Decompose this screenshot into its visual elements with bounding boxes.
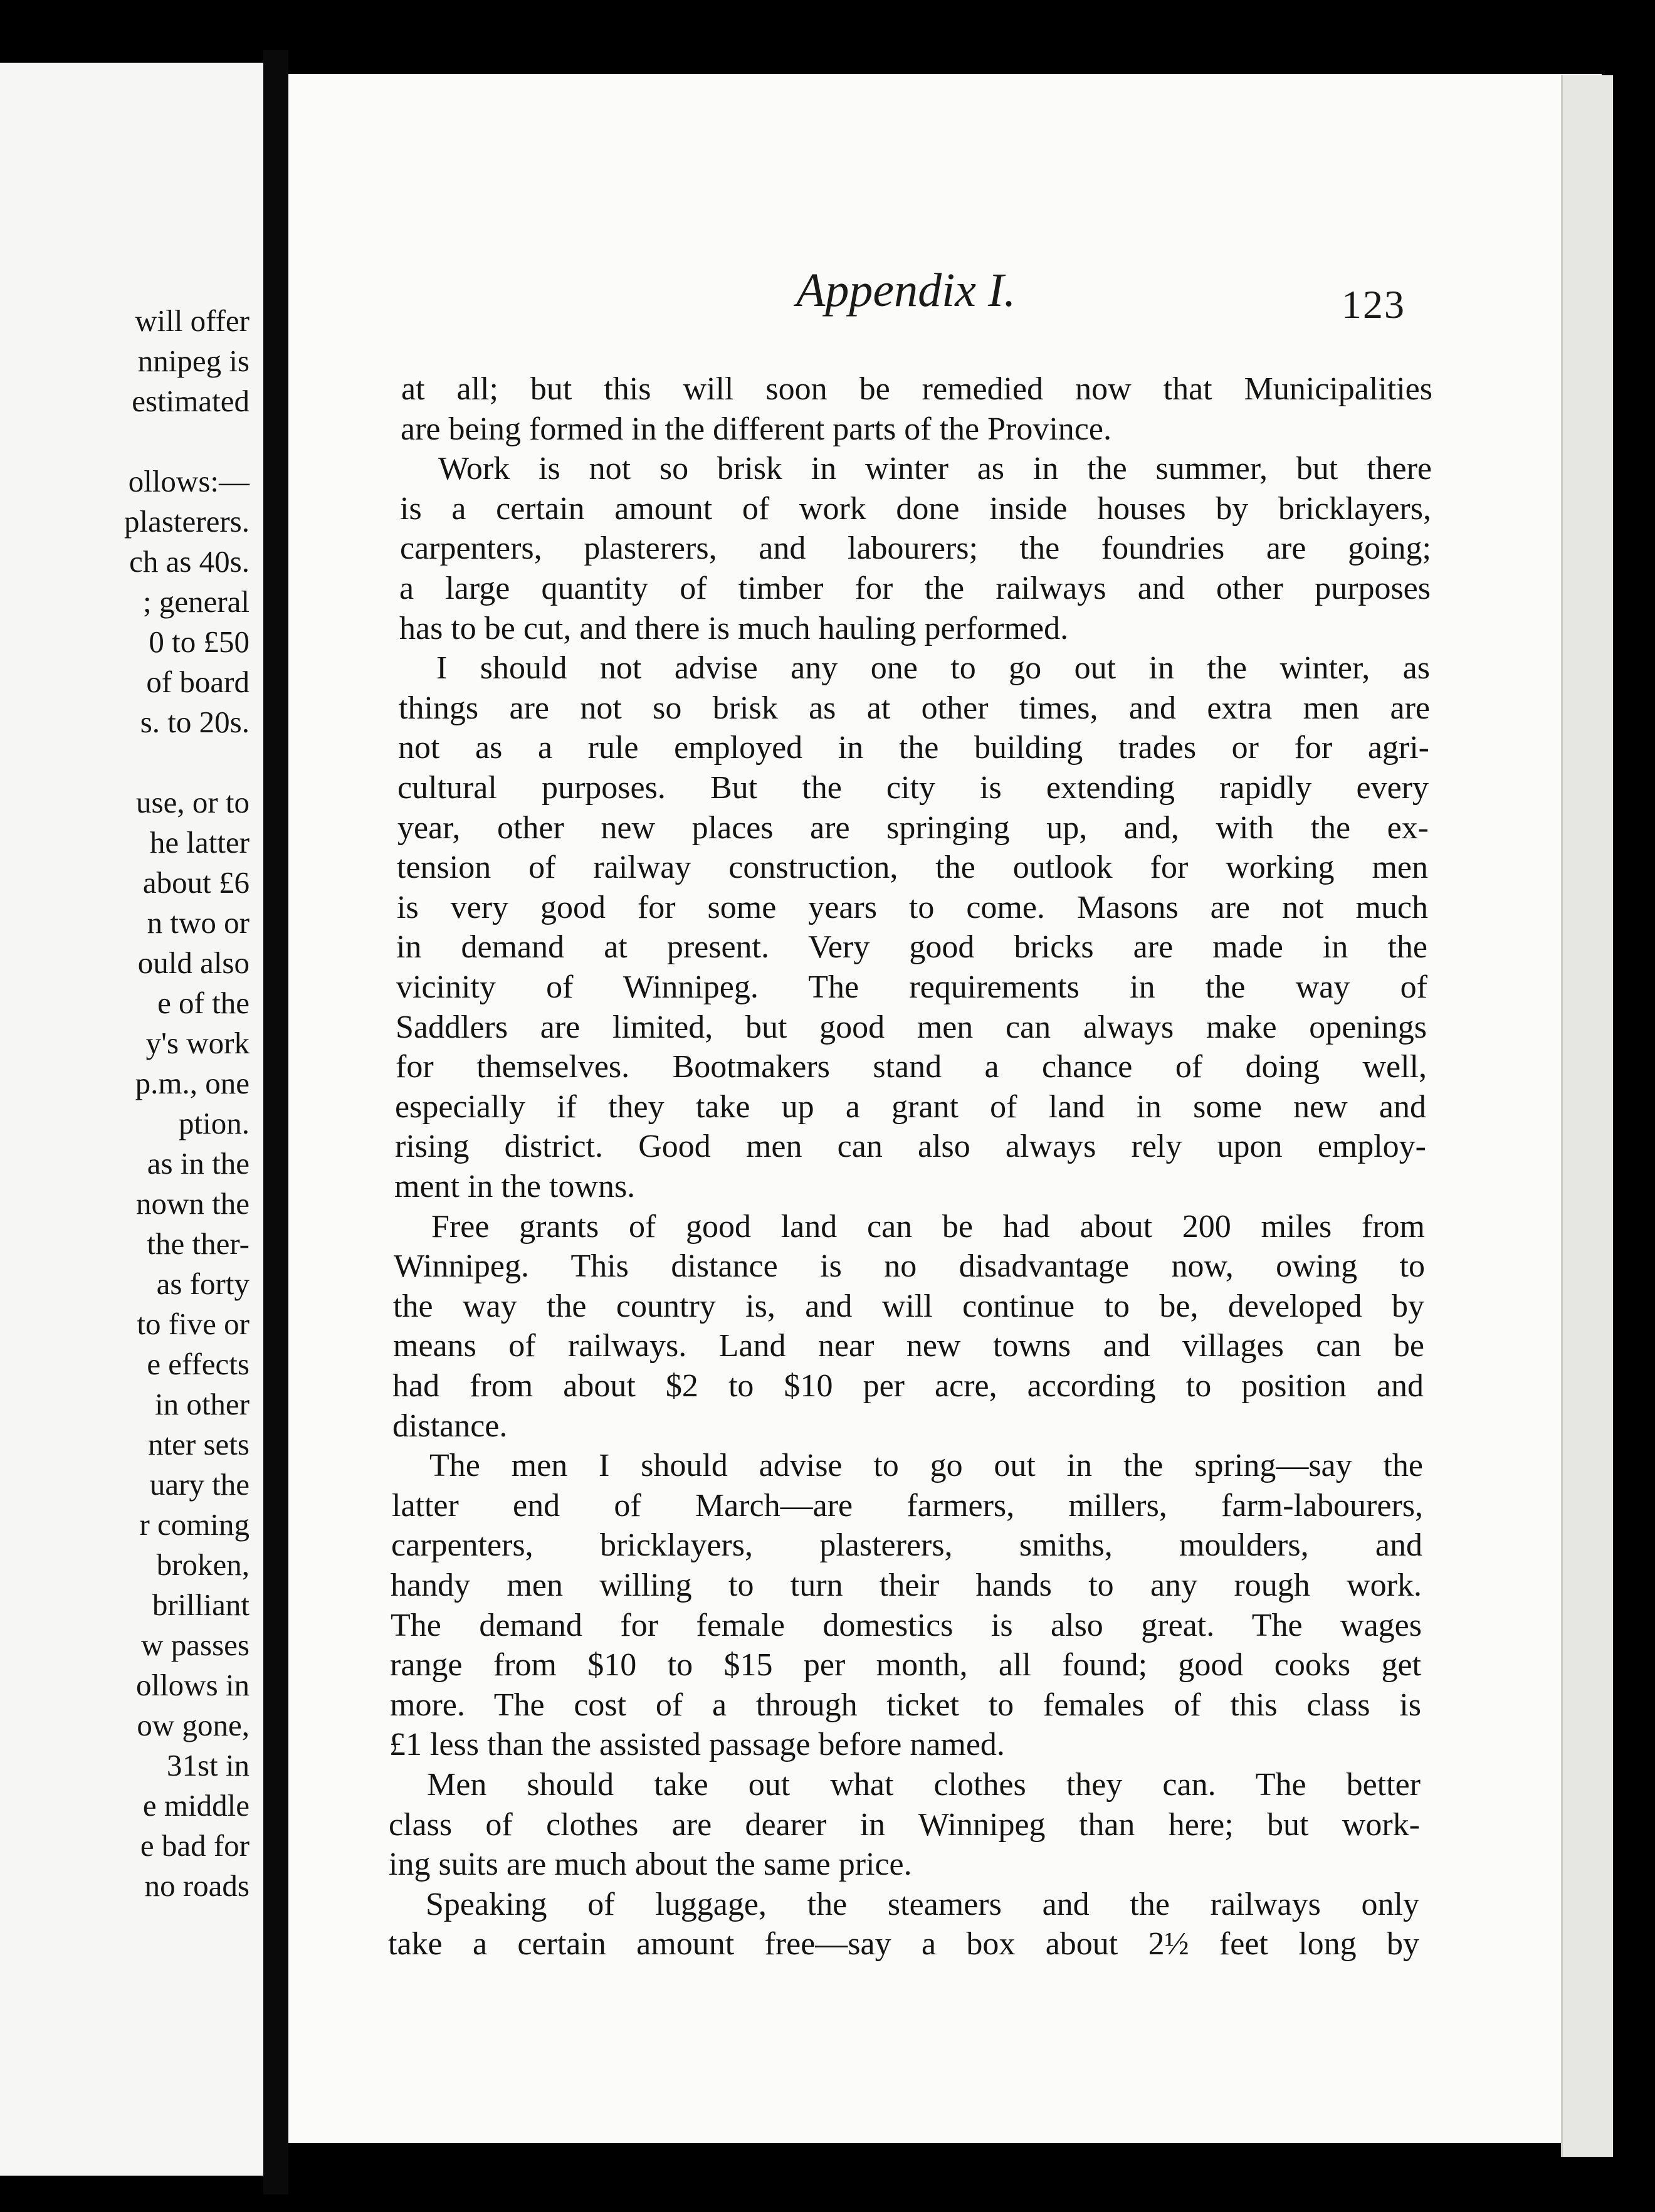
left-page-line: n two or	[147, 905, 250, 940]
body-line: means of railways. Land near new towns and villages can be	[393, 1328, 1424, 1364]
body-line: cultural purposes. But the city is extending rapidly every	[397, 770, 1429, 806]
left-page-line: will offer	[135, 303, 250, 338]
body-line: carpenters, bricklayers, plasterers, smiths, moulders, and	[391, 1527, 1422, 1563]
left-page-line: ollows:—	[128, 464, 250, 498]
body-line: are being formed in the different parts of the Province.	[401, 411, 1111, 447]
body-line: The men I should advise to go out in the spring—say the	[429, 1448, 1423, 1483]
left-page-line: of board	[146, 665, 250, 699]
body-line: distance.	[392, 1408, 508, 1444]
book-gutter	[263, 50, 288, 2194]
left-page-line: ption.	[179, 1106, 250, 1140]
left-page-line: e of the	[157, 986, 250, 1020]
body-line: class of clothes are dearer in Winnipeg than here; but work-	[389, 1807, 1420, 1843]
body-line: in demand at present. Very good bricks are made in the	[396, 929, 1427, 965]
body-line: ing suits are much about the same price.	[389, 1846, 912, 1882]
left-page-line: plasterers.	[124, 504, 250, 539]
body-line: take a certain amount free—say a box about 2½ feet long by	[388, 1926, 1419, 1962]
body-line: vicinity of Winnipeg. The requirements in the way of	[396, 969, 1427, 1005]
body-line: range from $10 to $15 per month, all found; good cooks get	[390, 1647, 1421, 1683]
body-line: more. The cost of a through ticket to females of this class is	[390, 1687, 1421, 1723]
body-line: latter end of March—are farmers, millers, farm-labourers,	[392, 1488, 1423, 1524]
body-line: handy men willing to turn their hands to any rough work.	[391, 1567, 1422, 1603]
left-page-line: as in the	[147, 1146, 250, 1181]
body-line: for themselves. Bootmakers stand a chance of doing well,	[396, 1049, 1427, 1085]
body-line: year, other new places are springing up, and, with the ex-	[397, 810, 1429, 846]
page-number: 123	[1342, 282, 1405, 327]
left-page-line: brilliant	[152, 1588, 250, 1622]
left-page-line: nnipeg is	[137, 344, 250, 378]
left-page-line: in other	[154, 1387, 250, 1421]
body-line: Speaking of luggage, the steamers and the railways only	[426, 1887, 1419, 1922]
body-line: is a certain amount of work done inside houses by bricklayers,	[400, 491, 1431, 527]
previous-page-fragment	[0, 63, 263, 2176]
body-line: has to be cut, and there is much hauling performed.	[399, 611, 1069, 646]
left-page-line: nter sets	[148, 1427, 250, 1462]
body-line: especially if they take up a grant of land in some new and	[395, 1089, 1426, 1125]
body-line: Work is not so brisk in winter as in the summer, but there	[438, 451, 1432, 487]
body-line: things are not so brisk as at other times, and extra men are	[399, 690, 1430, 726]
body-line: had from about $2 to $10 per acre, according to position and	[392, 1368, 1424, 1404]
left-page-line: 0 to £50	[149, 624, 250, 659]
body-line: rising district. Good men can also always rely upon employ-	[395, 1129, 1426, 1164]
left-page-line: no roads	[144, 1868, 250, 1903]
body-line: £1 less than the assisted passage before named.	[389, 1727, 1005, 1762]
left-page-line: uary the	[149, 1467, 250, 1502]
page-edge	[1561, 75, 1613, 2157]
body-line: Saddlers are limited, but good men can always make openings	[396, 1009, 1427, 1045]
left-page-line: e bad for	[140, 1828, 250, 1863]
left-page-line: ollows in	[135, 1668, 250, 1702]
body-line: Men should take out what clothes they can. The better	[427, 1767, 1421, 1803]
running-head: Appendix I.	[796, 264, 1016, 317]
body-line: not as a rule employed in the building trades or for agri-	[398, 730, 1429, 766]
left-page-line: r coming	[139, 1507, 250, 1542]
body-line: the way the country is, and will continue to be, developed by	[393, 1288, 1424, 1324]
body-line: tension of railway construction, the outlook for working men	[397, 850, 1428, 885]
left-page-line: e middle	[142, 1788, 250, 1823]
body-line: at all; but this will soon be remedied now that Municipalities	[401, 371, 1432, 407]
left-page-line: p.m., one	[135, 1066, 250, 1100]
body-line: is very good for some years to come. Masons are not much	[397, 890, 1428, 925]
left-page-line: y's work	[145, 1026, 250, 1060]
left-page-line: 31st in	[166, 1748, 250, 1783]
left-page-line: ch as 40s.	[129, 544, 250, 579]
left-page-line: ould also	[137, 945, 250, 980]
left-page-line: w passes	[141, 1628, 250, 1662]
left-page-line: nown the	[136, 1186, 250, 1221]
left-page-line: broken,	[156, 1547, 250, 1582]
left-page-line: ow gone,	[137, 1708, 250, 1742]
left-page-line: as forty	[156, 1267, 250, 1301]
body-line: I should not advise any one to go out in the winter, as	[436, 650, 1430, 686]
body-line: ment in the towns.	[394, 1169, 636, 1204]
left-page-line: estimated	[132, 384, 250, 418]
left-page-line: he latter	[149, 825, 250, 860]
left-page-line: e effects	[147, 1347, 250, 1381]
body-line: The demand for female domestics is also great. The wages	[391, 1608, 1422, 1643]
body-line: Free grants of good land can be had about 200 miles from	[431, 1209, 1425, 1245]
left-page-line: use, or to	[136, 785, 250, 819]
left-page-line: s. to 20s.	[140, 705, 250, 739]
left-page-line: the ther-	[147, 1226, 250, 1261]
left-page-line: about £6	[142, 865, 250, 900]
body-line: a large quantity of timber for the railways and other purposes	[399, 571, 1431, 606]
body-line: carpenters, plasterers, and labourers; the foundries are going;	[400, 530, 1431, 566]
left-page-line: to five or	[137, 1307, 250, 1341]
body-line: Winnipeg. This distance is no disadvantage now, owing to	[394, 1248, 1425, 1284]
left-page-line: ; general	[142, 584, 250, 619]
